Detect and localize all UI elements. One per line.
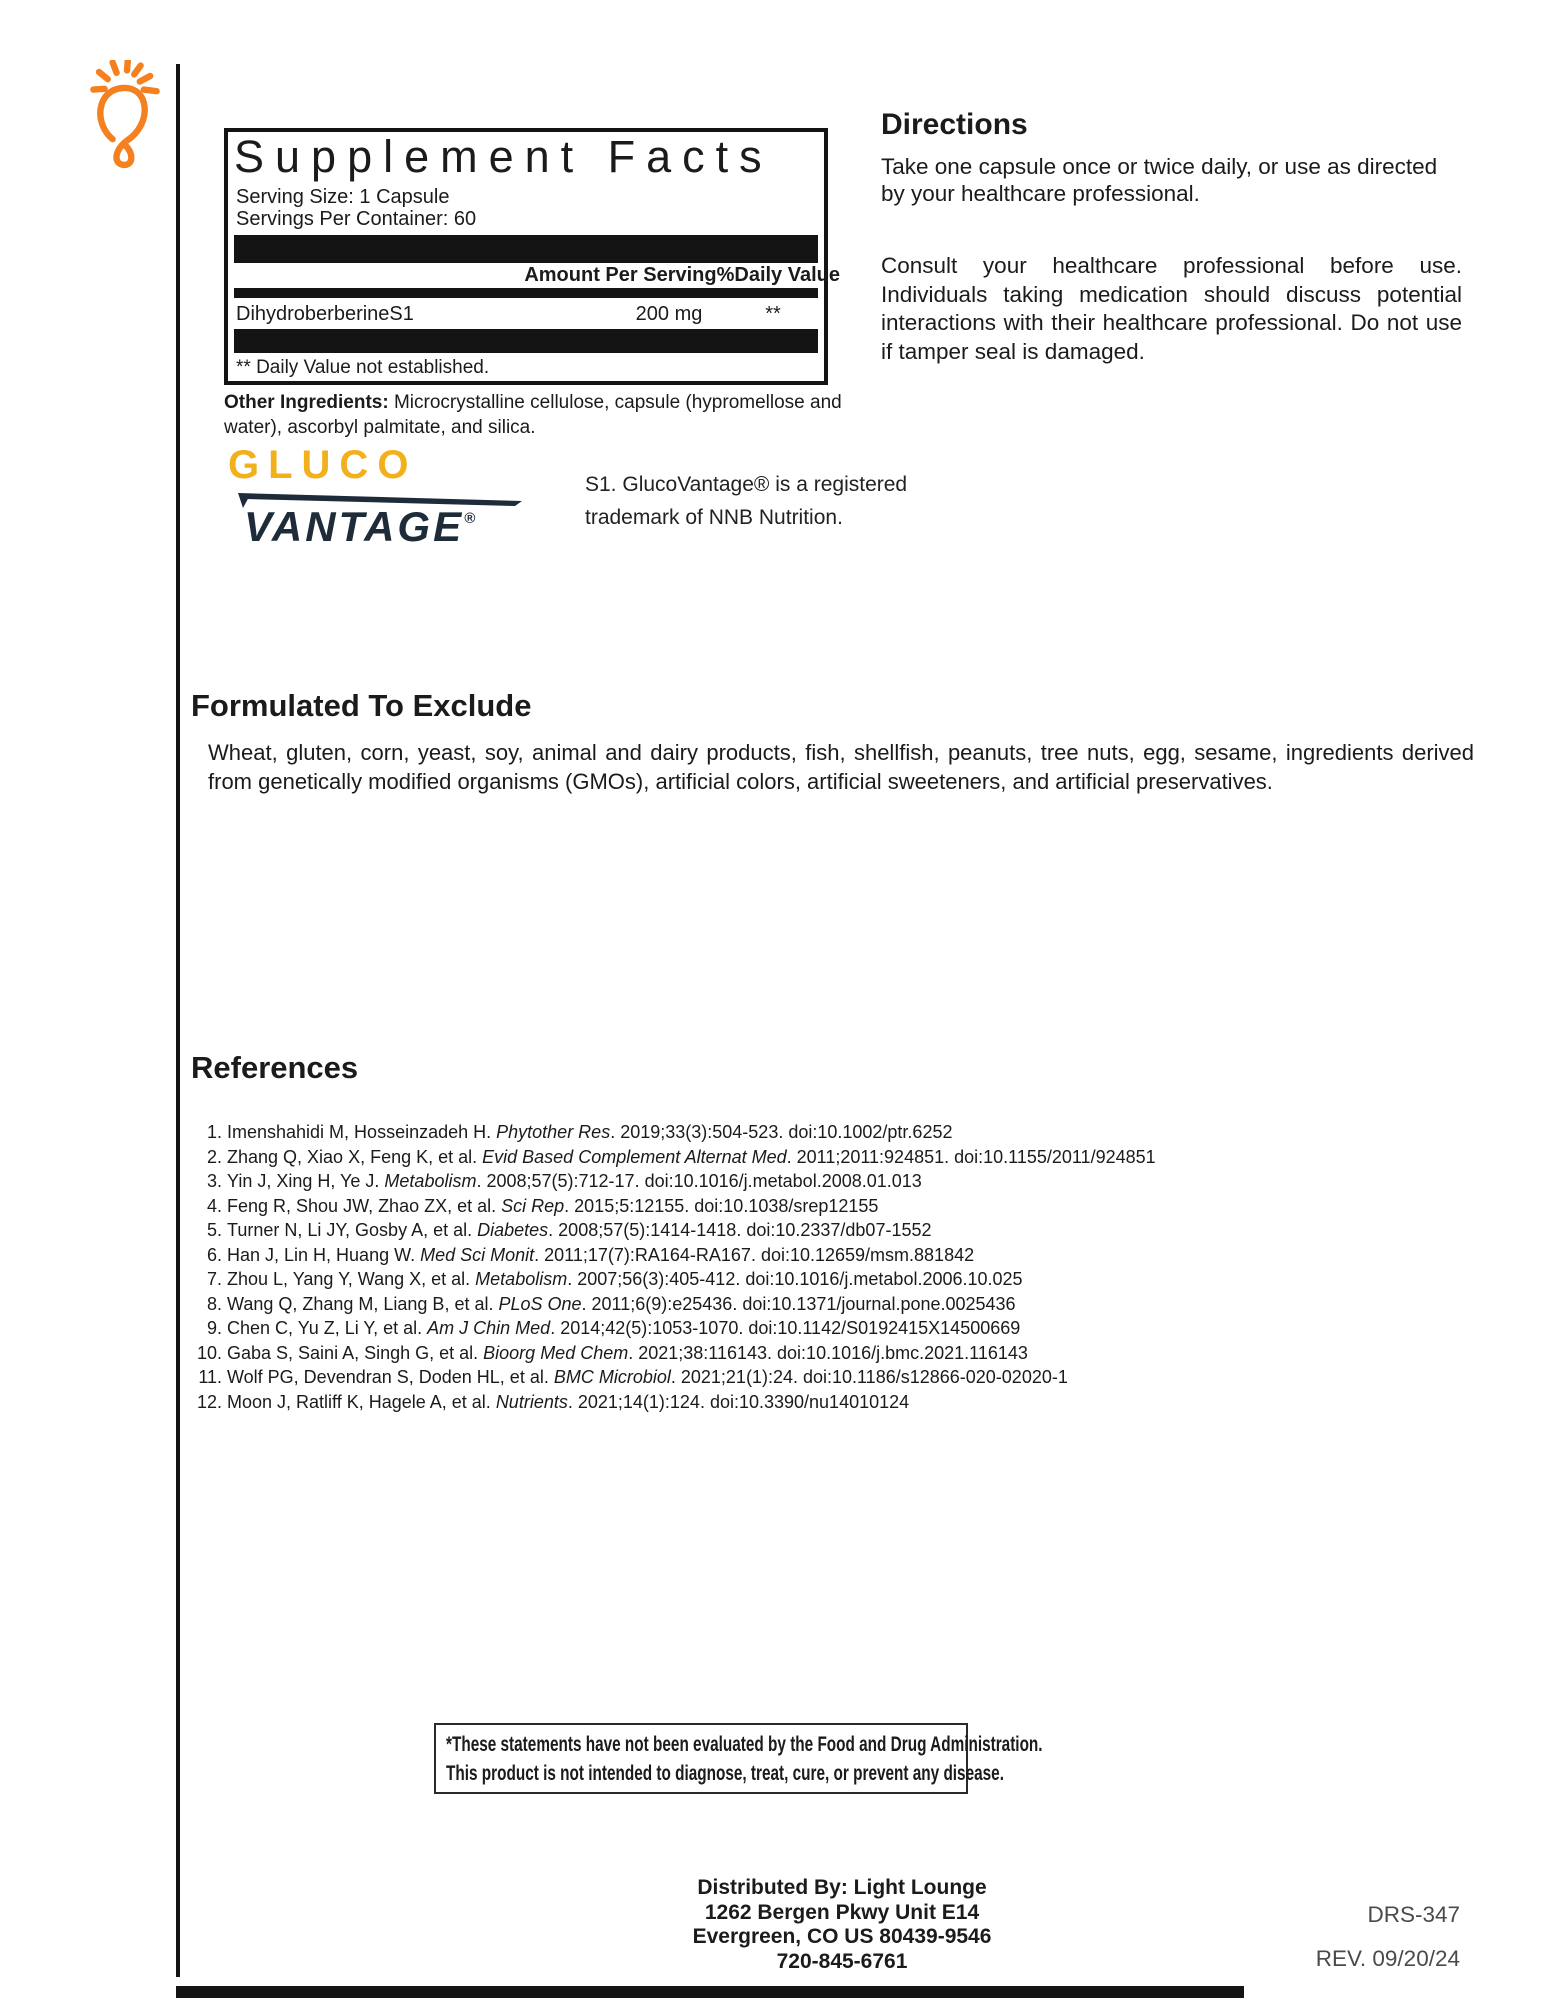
reference-text xyxy=(227,1316,1020,1341)
reference-journal: BMC Microbiol xyxy=(553,1367,671,1387)
reference-item xyxy=(196,1267,1386,1292)
distributor-line3: Evergreen, CO US 80439-9546 xyxy=(692,1925,992,1948)
ingredient-daily-value: ** xyxy=(765,303,781,325)
daily-value-footnote: ** Daily Value not established. xyxy=(236,357,490,378)
reference-citation: . 2007;56(3):405-412. doi:10.1016/j.metabol.2006.10.025 xyxy=(567,1269,1023,1289)
supplement-facts-panel xyxy=(224,128,840,385)
reference-citation: . 2011;6(9):e25436. doi:10.1371/journal.pone.0025436 xyxy=(581,1293,1016,1314)
references-heading: References xyxy=(191,1050,359,1085)
reference-text xyxy=(227,1267,1023,1292)
reference-text xyxy=(227,1292,1016,1317)
daily-value-header: %Daily Value xyxy=(716,264,840,286)
reference-item xyxy=(196,1341,1386,1366)
amount-per-serving-header: Amount Per Serving xyxy=(524,264,717,286)
reference-journal: Med Sci Monit xyxy=(420,1244,535,1265)
divider-bar-thin xyxy=(234,288,818,298)
ingredient-amount: 200 mg xyxy=(635,303,703,325)
reference-authors: Feng R, Shou JW, Zhao ZX, et al. xyxy=(227,1195,502,1216)
reference-citation: . 2008;57(5):712-17. doi:10.1016/j.metabol.2008.01.013 xyxy=(476,1171,922,1191)
reference-number: 12. xyxy=(196,1391,222,1412)
distributor-line2: 1262 Bergen Pkwy Unit E14 xyxy=(704,1900,980,1924)
reference-item xyxy=(196,1316,1386,1341)
reference-journal: Metabolism xyxy=(475,1269,568,1289)
references-list xyxy=(196,1120,1386,1414)
reference-text xyxy=(227,1365,1068,1390)
reference-number: 6. xyxy=(206,1244,222,1265)
reference-text xyxy=(227,1390,909,1415)
reference-citation: . 2015;5:12155. doi:10.1038/srep12155 xyxy=(564,1195,879,1216)
reference-text xyxy=(227,1341,1028,1366)
reference-item xyxy=(196,1365,1386,1390)
reference-authors: Yin J, Xing H, Ye J. xyxy=(227,1171,385,1191)
reference-citation: . 2014;42(5):1053-1070. doi:10.1142/S0192415X14500669 xyxy=(550,1318,1021,1338)
reference-authors: Gaba S, Saini A, Singh G, et al. xyxy=(227,1342,484,1363)
glucovantage-word-vantage xyxy=(244,496,475,550)
reference-journal: Am J Chin Med xyxy=(427,1318,551,1338)
reference-item xyxy=(196,1292,1386,1317)
reference-number: 2. xyxy=(206,1146,222,1167)
reference-journal: Phytother Res xyxy=(496,1122,611,1142)
reference-number: 8. xyxy=(206,1293,222,1314)
formulated-to-exclude-heading: Formulated To Exclude xyxy=(191,688,532,723)
reference-citation: . 2021;14(1):124. doi:10.3390/nu14010124 xyxy=(567,1391,910,1412)
reference-journal: Bioorg Med Chem xyxy=(483,1342,629,1363)
reference-authors: Turner N, Li JY, Gosby A, et al. xyxy=(227,1220,478,1240)
reference-authors: Zhang Q, Xiao X, Feng K, et al. xyxy=(227,1146,483,1167)
reference-item xyxy=(196,1194,1386,1219)
fda-disclaimer-text xyxy=(446,1730,1043,1788)
reference-journal: Diabetes xyxy=(477,1220,549,1240)
other-ingredients-text: Microcrystalline cellulose, capsule (hypromellose and water), ascorbyl palmitate, and silica. xyxy=(224,392,842,438)
reference-citation: . 2021;21(1):24. doi:10.1186/s12866-020-02020-1 xyxy=(670,1367,1068,1387)
reference-text xyxy=(227,1218,932,1243)
reference-citation: . 2011;2011:924851. doi:10.1155/2011/924851 xyxy=(786,1146,1156,1167)
reference-item xyxy=(196,1145,1386,1170)
reference-journal: Evid Based Complement Alternat Med xyxy=(482,1146,787,1167)
vantage-text: VANTAGE xyxy=(244,503,465,550)
distributor-line4: 720-845-6761 xyxy=(776,1949,908,1973)
doc-meta xyxy=(1160,1902,1460,1972)
registered-mark: ® xyxy=(464,510,476,527)
glucovantage-trademark-note xyxy=(585,468,907,534)
reference-authors: Zhou L, Yang Y, Wang X, et al. xyxy=(227,1269,476,1289)
reference-journal: Nutrients xyxy=(495,1391,568,1412)
directions-paragraph-1: Take one capsule once or twice daily, or use as directed by your healthcare professional. xyxy=(881,154,1438,206)
divider-bar-thick xyxy=(234,329,818,353)
other-ingredients xyxy=(224,391,868,440)
reference-journal: PLoS One xyxy=(498,1293,582,1314)
reference-authors: Imenshahidi M, Hosseinzadeh H. xyxy=(227,1122,497,1142)
reference-citation: . 2008;57(5):1414-1418. doi:10.2337/db07-1552 xyxy=(548,1220,932,1240)
reference-journal: Sci Rep xyxy=(501,1195,565,1216)
distributor-block xyxy=(542,1876,1142,1974)
reference-item xyxy=(196,1218,1386,1243)
reference-item xyxy=(196,1390,1386,1415)
trademark-note-line2: trademark of NNB Nutrition. xyxy=(585,506,843,529)
reference-citation: . 2021;38:116143. doi:10.1016/j.bmc.2021.116143 xyxy=(628,1342,1028,1363)
reference-text xyxy=(227,1194,878,1219)
directions-section xyxy=(881,106,1462,366)
reference-number: 7. xyxy=(206,1269,222,1289)
reference-authors: Moon J, Ratliff K, Hagele A, et al. xyxy=(227,1391,496,1412)
reference-citation: . 2019;33(3):504-523. doi:10.1002/ptr.6252 xyxy=(610,1122,953,1142)
bottom-edge-bar xyxy=(176,1986,1244,1998)
glucovantage-word-gluco: GLUCO xyxy=(228,443,418,487)
divider-bar-thick xyxy=(234,235,818,263)
facts-column-headers xyxy=(228,263,840,288)
reference-text xyxy=(227,1169,922,1194)
reference-text xyxy=(227,1243,974,1268)
reference-journal: Metabolism xyxy=(384,1171,477,1191)
fda-disclaimer-line1: *These statements have not been evaluated by the Food and Drug Administration. xyxy=(446,1733,1043,1756)
reference-number: 9. xyxy=(206,1318,222,1338)
reference-citation: . 2011;17(7):RA164-RA167. doi:10.12659/msm.881842 xyxy=(534,1244,975,1265)
fda-disclaimer-line2: This product is not intended to diagnose, treat, cure, or prevent any disease. xyxy=(446,1762,1004,1785)
formulated-to-exclude-body: Wheat, gluten, corn, yeast, soy, animal and dairy products, fish, shellfish, peanuts, tree nuts, egg, sesame, ingredients derived from genetically modified organisms (GMOs), artificial colors, artificial sweeteners, and artificial preservatives. xyxy=(208,740,1474,794)
trademark-note-line1: S1. GlucoVantage® is a registered xyxy=(585,473,908,496)
doc-revision: REV. 09/20/24 xyxy=(1315,1946,1460,1971)
reference-number: 5. xyxy=(206,1220,222,1240)
reference-number: 10. xyxy=(196,1342,222,1363)
reference-number: 1. xyxy=(206,1122,222,1142)
reference-item xyxy=(196,1120,1386,1145)
reference-authors: Wang Q, Zhang M, Liang B, et al. xyxy=(227,1293,499,1314)
other-ingredients-label: Other Ingredients: xyxy=(224,392,389,413)
reference-item xyxy=(196,1243,1386,1268)
reference-authors: Han J, Lin H, Huang W. xyxy=(227,1244,421,1265)
reference-authors: Chen C, Yu Z, Li Y, et al. xyxy=(227,1318,428,1338)
ingredient-name: DihydroberberineS1 xyxy=(236,303,414,325)
reference-authors: Wolf PG, Devendran S, Doden HL, et al. xyxy=(227,1367,554,1387)
lightbulb-ribbon-icon xyxy=(82,60,164,172)
doc-code: DRS-347 xyxy=(1367,1902,1460,1927)
supplement-facts-title: Supplement Facts xyxy=(234,131,773,182)
servings-per-container: Servings Per Container: 60 xyxy=(236,208,477,230)
left-vertical-rule xyxy=(176,64,180,1977)
ingredient-row xyxy=(228,298,824,329)
fda-disclaimer-box xyxy=(434,1723,1043,1794)
reference-number: 3. xyxy=(206,1171,222,1191)
reference-item xyxy=(196,1169,1386,1194)
reference-number: 4. xyxy=(206,1195,222,1216)
distributor-line1: Distributed By: Light Lounge xyxy=(697,1876,987,1899)
reference-text xyxy=(227,1120,952,1145)
serving-size: Serving Size: 1 Capsule xyxy=(236,186,450,208)
reference-number: 11. xyxy=(198,1367,222,1387)
reference-text xyxy=(227,1145,1156,1170)
directions-heading: Directions xyxy=(881,108,1028,141)
directions-paragraph-2: Consult your healthcare professional before use. Individuals taking medication should discuss potential interactions with their healthcare professional. Do not use if tamper seal is damaged. xyxy=(881,253,1462,364)
